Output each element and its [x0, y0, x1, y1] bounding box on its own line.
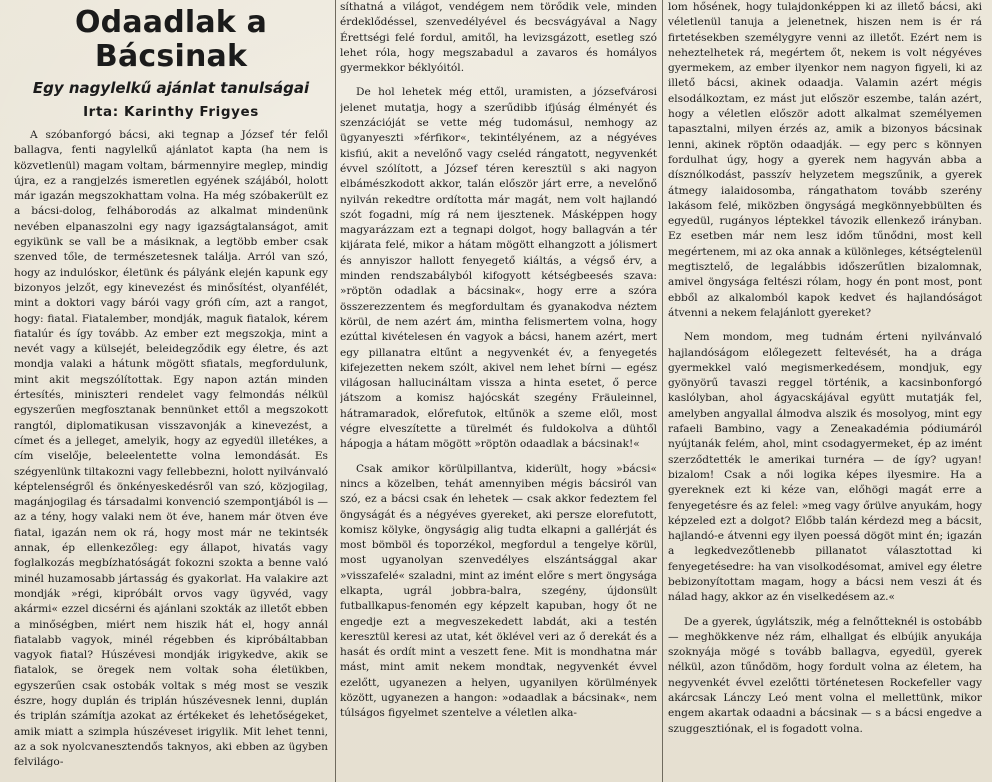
column-rule: [662, 0, 663, 782]
paragraph: síthatná a világot, vendégem nem törődik vele, minden érdeklődéssel, szenvedélyével és becsvágyával a Nagy Érettségi felé fordul, amitől, ha levizsgázott, esetleg szó lehet róla, hogy megszabadul a zavaros és homályos gyermekkor béklyóitól.: [340, 1, 657, 75]
article-subtitle: Egy nagylelkű ajánlat tanulságai: [32, 79, 310, 97]
paragraph: De hol lehetek még ettől, uramisten, a józsefvárosi jelenet mutatja, hogy a szerűdibb ifjúság élményét és szenzációját se vette még tudomásul, nemhogy az ügyanyeszti »férfikor«, tekintélyénem, az a négyéves kisfiú, akit a nevelőnő vagy cseléd rángatott, negyvenkét évvel szólított, a József téren keresztül s aki nagyon elbámészkodott akkor, talán először járt erre, a nevelőnő nyilván rekedtre ordította már magát, nem volt hajlandó szót fogadni, míg rá nem ijesztenek. Másképpen hogy magyarázzam ezt a tegnapi dolgot, hogy ballagván a tér kijárata felé, mikor a hátam mögött elhangzott a jólismert és annyiszor hallott fenyegető kiáltás, a végső érv, a minden rendszabályból kifogyott kétségbeesés szava: »röptön odadlak a bácsinak«, hogy erre a szóra összerezzentem és megfordultam és gyanakodva néztem körül, de nem azért ám, mintha felismertem volna, hogy ezúttal kivételesen én vagyok a bácsi, hanem azért, mert egy pillanatra eltűnt a negyvenkét év, a fenyegetés kifejezetten nekem szólt, akivel nem lehet bírni — egész világosan hallucináltam vissza a hinta esetet, ő perce játszom a komisz hajócskát szegény Fräuleinnel, hátramaradok, előrefutok, eltűnök a szeme elől, most végre elveszítette a türelmét és fuldokolva a dühtől hápogja a hátam mögött »röptön odaadlak a bácsinak!«: [340, 86, 657, 451]
column-2: [340, 0, 657, 782]
article-byline: Irta: Karinthy Frigyes: [83, 104, 259, 120]
column-1: [14, 0, 332, 782]
paragraph: Csak amikor körülpillantva, kiderült, hogy »bácsi« nincs a közelben, tehát amennyiben mégis bácsiról van szó, ez a bácsi csak én lehetek — csak akkor fedeztem fel öngyságát és a négyéves gyereket, aki persze elorefutott, komisz kölyke, öngyságig alig tudta elkapni a gallérját és most bömböl és toporzékol, megfordul a tengelye körül, most ugyanolyan szenvedélyes elszántsággal akar »visszafelé« szaladni, mint az imént előre s mert öngysága elkapta, ugrál jobbra-balra, szegény, újdonsült futballkapus-fenomén egy képzelt kapuban, hogy őt ne engedje ezt a megveszekedett labdát, aki a testén keresztül keresi az utat, két öklével veri az ő derekát és a hasát és ordít mint a veszett fene. Mit is mondhatna már mást, mint amit nekem mondtak, negyvenkét évvel ezelőtt, ugyanezen a helyen, ugyanilyen körülmények között, ugyanezen a hangon: »odaadlak a bácsinak«, nem túlságos figyelmet szentelve a véletlen alka-: [340, 462, 657, 720]
paragraph: A szóbanforgó bácsi, aki tegnap a József tér felől ballagva, fenti nagylelkű ajánlatot kapta (ha nem is közvetlenül) magam voltam, bármennyire meglep, mindig újra, ez a rangjelzés ismeretlen egyének szájából, holott már igazán megszokhattam volna. Ha még szóbakerült ez a bácsi-dolog, felháborodás az alkalmat mindenünk nevében elpanaszolni egy nagy igazságtalanságot, amit egyikünk se vall be a másiknak, a legtöbb ember csak szenved tőle, de természetesnek találja. Arról van szó, hogy az indulóskor, életünk és pályánk elején kapunk egy bizonyos jelzőt, egy kinevezést és minősítést, olyanfélét, mint a doktori vagy bárói vagy grófi cím, azt a rangot, hogy: fiatal. Fiatalember, mondják, maguk fiatalok, kérem fiatalúr és így tovább. Az ember ezt megszokja, mint a nevét vagy a külsejét, beleidegződik egy életre, és azt mondja valaki a hátunk mögött sfiatals, megfordulunk, mint akit megszólítottak. Egy napon aztán minden értesítés, miniszteri rendelet vagy felmondás nélkül egyszerűen megfosztanak bennünket ettől a megszokott rangtól, diplomatikusan visszavonják a kinevezést, a címet és a jelleget, amelyik, hogy az egyedül illetékes, a cím viselője, beleelentette volna lemondását. Es szégyenlünk tiltakozni vagy fellebbezni, holott nyilvánvaló képtelenségről és önkényeskedésről van szó, közjogilag, magánjogilag és társadalmi konvenció szempontjából is — az a tény, hogy valaki nem öt éve, hanem már ötven éve fiatal, igazán nem ok rá, hogy most már ne tekintsék annak, ép ellenkezőleg: egy állapot, hivatás vagy foglalkozás megbízhatóságát fokozni szokta a benne való minél huzamosabb jártasság és gyakorlat. Ha valakire azt mondják »régi, kipróbált orvos vagy ügyvéd, vagy akármi« ezzel dicsérni és ajánlani szokták az illetőt ebben a minőségben, miért nem hiszik hát el, hogy annál fiatalabb vagyok, minél régebben és kipróbáltabban vagyok fiatal? Húszévesi mondják irigykedve, akik se fiatalok, se öregek nem voltak soha életükben, egyszerűen csak ostobák voltak s még most se veszik észre, hogy duplán és triplán húszévesnek lenni, duplán és triplán számítja azokat az értékeket és lehetőségeket, amik miatt a szimpla húszéveset irigylik. Mit lehet tenni, az a sok nyolcvanesztendős taknyos, aki ebben az ügyben felvilágo-: [14, 129, 328, 769]
paragraph: lom hősének, hogy tulajdonképpen ki az illető bácsi, aki véletlenül tanuja a jelenetnek, hiszen nem is ér rá firtetésekben személygyre venni az illetőt. Ezért nem is neheztelhetek rá, megértem őt, nekem is volt négyéves gyermekem, az ember ilyenkor nem nagyon figyeli, ki az illető bácsi, akinek odaadja. Valamin azért mégis elsodálkoztam, ez mást jut először eszembe, talán azért, hogy a véletlen először adott alkalmat személyemen tapasztalni, milyen érzés az, amik a bizonyos bácsinak lenni, akinek röptön odaadják. — egy perc s könnyen fordulhat úgy, hogy a gyerek nem hagyván abba a dísznólkodást, passzív helyzetem megszűnik, a gyerek átmegy ialaidosomba, rángathatom tovább szerény lakásom felé, miközben öngyságá megkönnyebbülten és egyedül, rugányos léptekkel távozik ellenkező irányban. Ez esetben már nem lesz időm tűnődni, most kell megértenem, mi az oka annak a különleges, kétségtelenül megtisztelő, de legalábbis időszerűtlen bizalomnak, amivel öngysága feltészi rólam, hogy én pont most, pont ebből az alkalomból kapok kedvet és hajlandóságot átvenni a nekem felajánlott gyereket?: [668, 1, 982, 319]
article-title: Odaadlak a Bácsinak: [74, 5, 268, 74]
paragraph: Nem mondom, meg tudnám érteni nyilvánvaló hajlandóságom előlegezett feltevését, ha a drága gyermekkel való megismerkedésem, mondjuk, egy gyönyörű tavaszi reggel történik, a kacsinbonforgó kaslólyban, ahol ágyacskájával együtt mutatják fel, amelyben angyallal álmodva alszik és mosolyog, mint egy rafaeli Bambino, vagy a Zeneakadémia pódiumáról nyújtanák felém, ahol, mint csodagyermeket, ép az imént szerződtették le amerikai turnéra — de így? ugyan! bizalom! Csak a női logika képes ilyesmire. Ha a gyereknek ezt ki kéze van, előhögi magát erre a fenyegetésre és az felel: »meg vagy őrülve anyukám, hogy képzeled ezt a dolgot? Előbb talán kérdezd meg a bácsit, hajlandó-e átvenni egy ilyen poessá dögöt mint én; igazán a legkedvezőtlenebb pillanatot választottad ki fenyegetésedre: ha van visolkodésomat, amivel egy életre bebizonyítottam magam, hogy a bácsi nem veszi át és nálad hagy, akkor az én viselkedésem az.«: [668, 331, 982, 604]
paragraph: De a gyerek, úgylátszik, még a felnőtteknél is ostobább — meghökkenve néz rám, elhallgat és elbújik anyukája szoknyája mögé s tovább ballagva, egyedül, gyerek nélkül, azon tűnődöm, hogy fordult volna az életem, ha negyvenkét évvel ezelőtti történetesen Rockefeller vagy akárcsak Lánczy Leó ment volna el mellettünk, mikor engem akartak odaadni a bácsinak — s a bácsi engedve a szuggesztiónak, el is fogadott volna.: [668, 615, 982, 735]
column-3: [668, 0, 982, 782]
column-rule: [335, 0, 336, 782]
